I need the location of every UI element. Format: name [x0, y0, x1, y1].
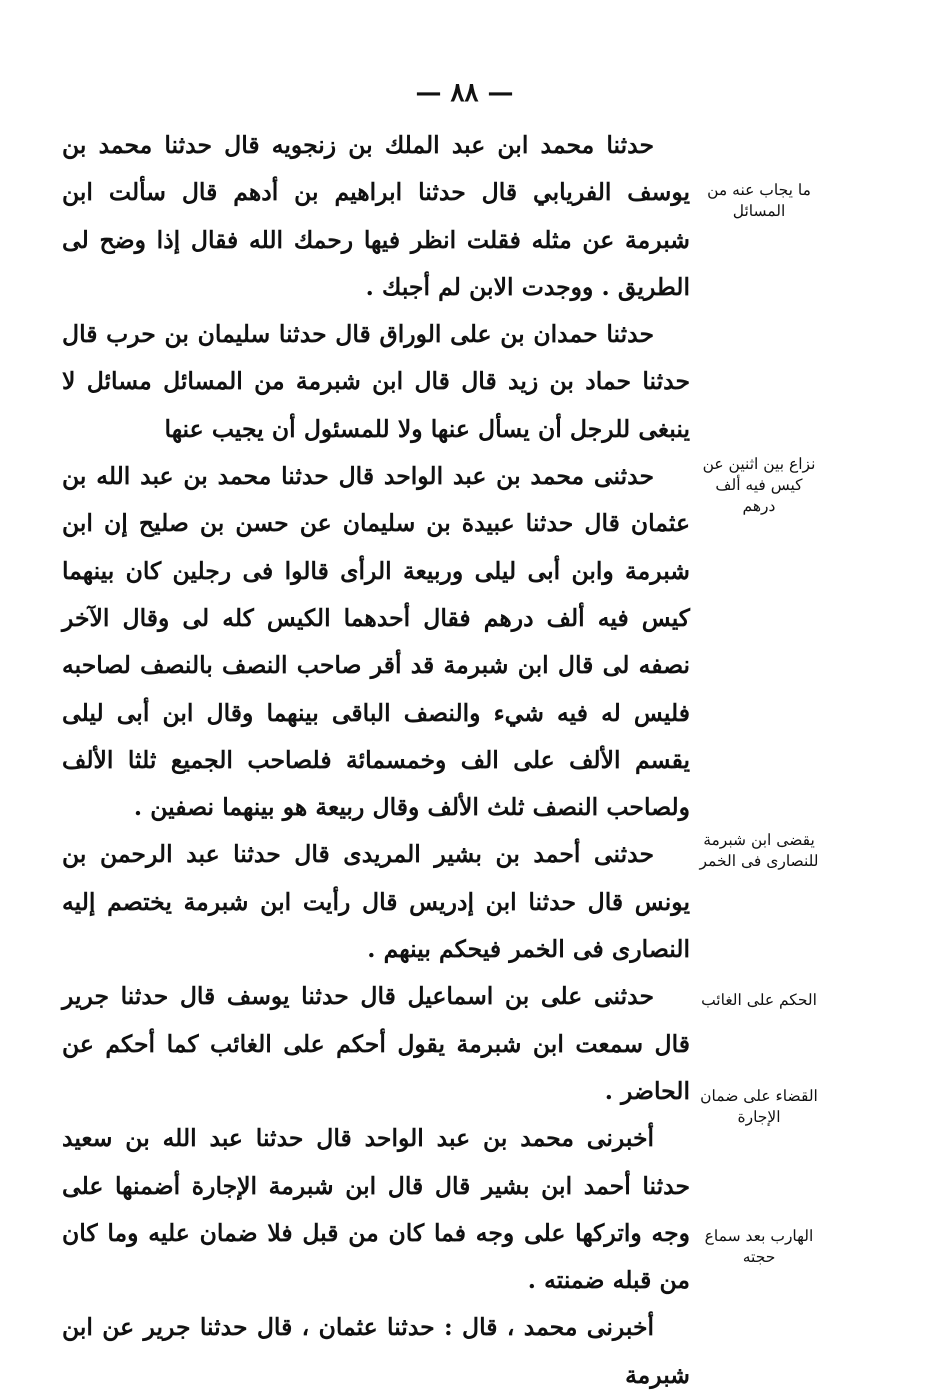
paragraph: حدثنا حمدان بن على الوراق قال حدثنا سليمان بن حرب قال حدثنا حماد بن زيد قال قال ابن شبرمة من المسائل مسائل لا ينبغى للرجل أن يسأل عنها ولا للمسئول أن يجيب عنها — [62, 320, 690, 443]
margin-note: الحكم على الغائب — [701, 991, 817, 1009]
margin-note: يقضى ابن شبرمة للنصارى فى الخمر — [699, 831, 819, 870]
margin-note: ما يجاب عنه من المسائل — [707, 181, 811, 220]
paragraph: حدثنا محمد ابن عبد الملك بن زنجويه قال حدثنا محمد بن يوسف الفريابي قال حدثنا ابراهيم بن أدهم قال سألت ابن شبرمة عن مثله فقلت انظر فيها رحمك الله فقال إذا وضح لى الطريق . ووجدت الابن لم أجبك . — [62, 131, 690, 301]
paragraph: أخبرنى محمد ، قال : حدثنا عثمان ، قال حدثنا جرير عن ابن شبرمة — [62, 1313, 690, 1389]
margin-note: القضاء على ضمان الإجارة — [700, 1087, 818, 1126]
page-number: — ٨٨ — — [415, 78, 514, 108]
margin-note: نزاع بين اثنين عن كيس فيه ألف درهم — [702, 455, 816, 515]
paragraph: أخبرنى محمد بن عبد الواحد قال حدثنا عبد الله بن سعيد حدثنا أحمد ابن بشير قال قال ابن شبرمة الإجارة أضمنها على وجه واتركها على وجه فما كان من قبل فلا ضمان عليه وما كان من قبله ضمنته . — [62, 1124, 690, 1295]
margin-note: الهارب بعد سماع حجته — [704, 1227, 814, 1266]
paragraph: حدثنى محمد بن عبد الواحد قال حدثنا محمد بن عبد الله بن عثمان قال حدثنا عبيدة بن سليمان عن حسن بن صليح إن ابن شبرمة وابن أبى ليلى وربيعة الرأى قالوا فى رجلين كان بينهما كيس فيه ألف درهم فقال أحدهما الكيس كله لى وقال الآخر نصفه لى قال ابن شبرمة قد أقر صاحب النصف بالنصف لصاحبه فليس له فيه شيء والنصف الباقى بينهما وقال ابن أبى ليلى يقسم الألف على الف وخمسمائة فلصاحب الجميع ثلثا الألف ولصاحب النصف ثلث الألف وقال ربيعة هو بينهما نصفين . — [62, 462, 690, 822]
main-text — [62, 122, 690, 1399]
paragraph: حدثنى أحمد بن بشير المريدى قال حدثنا عبد الرحمن بن يونس قال حدثنا ابن إدريس قال رأيت ابن شبرمة يختصم إليه النصارى فى الخمر فيحكم بينهم . — [62, 840, 690, 964]
paragraph: حدثنى على بن اسماعيل قال حدثنا يوسف قال حدثنا جرير قال سمعت ابن شبرمة يقول أحكم على الغائب كما أحكم عن الحاضر . — [62, 982, 690, 1105]
